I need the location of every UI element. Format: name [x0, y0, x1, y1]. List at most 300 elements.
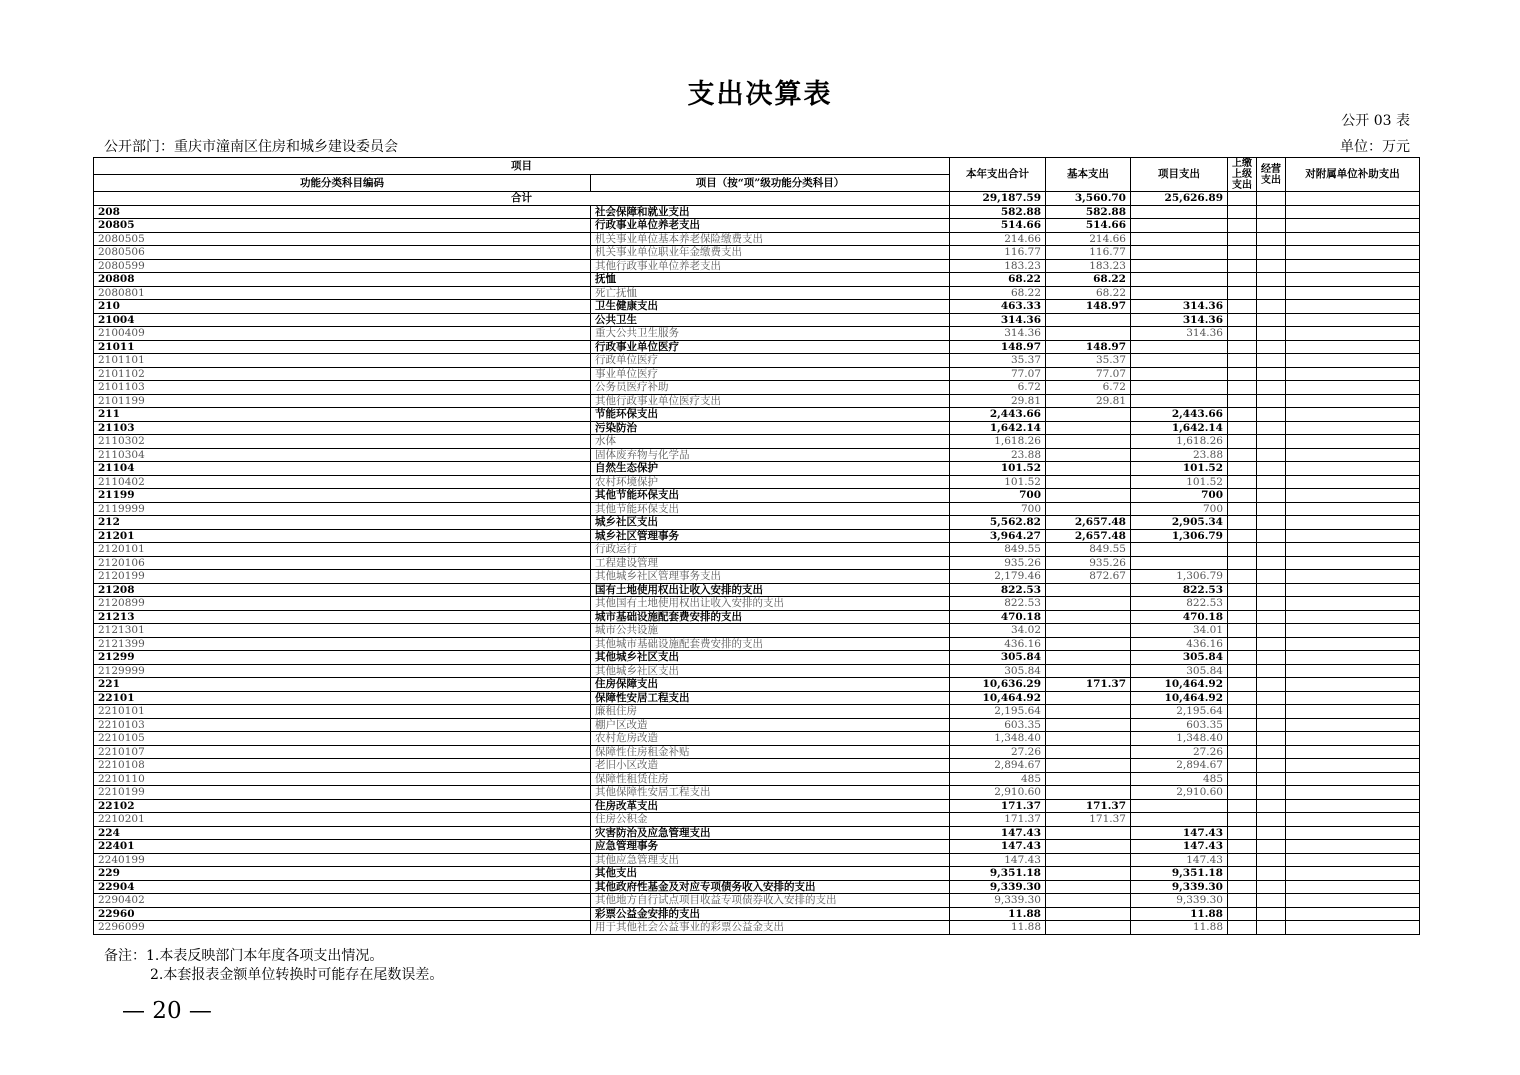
row-total: 436.16	[950, 637, 1046, 651]
row-basic: 935.26	[1046, 556, 1131, 570]
row-subsidiary	[1286, 556, 1420, 570]
row-basic: 214.66	[1046, 232, 1131, 246]
row-business	[1257, 718, 1286, 732]
table-row	[94, 327, 1420, 341]
row-name: 机关事业单位基本养老保险缴费支出	[591, 232, 950, 246]
table-row	[94, 340, 1420, 354]
total-business	[1257, 192, 1286, 206]
row-basic	[1046, 786, 1131, 800]
row-upper	[1228, 732, 1257, 746]
row-project	[1131, 205, 1228, 219]
row-business	[1257, 232, 1286, 246]
row-code: 2080801	[94, 286, 591, 300]
table-row	[94, 894, 1420, 908]
row-name: 廉租住房	[591, 705, 950, 719]
row-total: 183.23	[950, 259, 1046, 273]
row-name: 其他应急管理支出	[591, 853, 950, 867]
row-total: 849.55	[950, 543, 1046, 557]
row-basic: 171.37	[1046, 799, 1131, 813]
table-row	[94, 543, 1420, 557]
row-code: 2296099	[94, 921, 591, 935]
row-business	[1257, 259, 1286, 273]
row-project: 2,905.34	[1131, 516, 1228, 530]
header-basic: 基本支出	[1046, 158, 1131, 192]
row-name: 保障性安居工程支出	[591, 691, 950, 705]
row-business	[1257, 678, 1286, 692]
row-subsidiary	[1286, 408, 1420, 422]
row-subsidiary	[1286, 610, 1420, 624]
row-upper	[1228, 259, 1257, 273]
row-name: 其他支出	[591, 867, 950, 881]
header-code: 功能分类科目编码	[94, 175, 591, 192]
row-name: 公共卫生	[591, 313, 950, 327]
row-upper	[1228, 327, 1257, 341]
row-business	[1257, 219, 1286, 233]
row-project	[1131, 813, 1228, 827]
row-total: 23.88	[950, 448, 1046, 462]
row-upper	[1228, 354, 1257, 368]
row-project	[1131, 394, 1228, 408]
row-name: 污染防治	[591, 421, 950, 435]
row-project	[1131, 556, 1228, 570]
row-total: 147.43	[950, 826, 1046, 840]
row-name: 城市基础设施配套费安排的支出	[591, 610, 950, 624]
row-project: 2,910.60	[1131, 786, 1228, 800]
row-upper	[1228, 799, 1257, 813]
row-code: 2101101	[94, 354, 591, 368]
row-basic: 582.88	[1046, 205, 1131, 219]
row-name: 城乡社区支出	[591, 516, 950, 530]
row-basic	[1046, 921, 1131, 935]
table-row	[94, 853, 1420, 867]
row-code: 2120199	[94, 570, 591, 584]
row-subsidiary	[1286, 381, 1420, 395]
row-total: 3,964.27	[950, 529, 1046, 543]
row-subsidiary	[1286, 489, 1420, 503]
table-row	[94, 232, 1420, 246]
row-subsidiary	[1286, 813, 1420, 827]
table-row	[94, 745, 1420, 759]
row-total: 2,195.64	[950, 705, 1046, 719]
row-subsidiary	[1286, 259, 1420, 273]
table-row	[94, 556, 1420, 570]
row-subsidiary	[1286, 732, 1420, 746]
row-basic: 514.66	[1046, 219, 1131, 233]
row-code: 2210103	[94, 718, 591, 732]
row-business	[1257, 354, 1286, 368]
row-code: 21213	[94, 610, 591, 624]
row-total: 34.02	[950, 624, 1046, 638]
row-business	[1257, 705, 1286, 719]
row-upper	[1228, 219, 1257, 233]
row-project: 10,464.92	[1131, 691, 1228, 705]
row-project: 822.53	[1131, 583, 1228, 597]
row-code: 21004	[94, 313, 591, 327]
row-total: 514.66	[950, 219, 1046, 233]
row-subsidiary	[1286, 300, 1420, 314]
row-upper	[1228, 678, 1257, 692]
row-name: 重大公共卫生服务	[591, 327, 950, 341]
expenditure-table	[93, 157, 1420, 935]
row-project: 9,339.30	[1131, 880, 1228, 894]
row-name: 农村危房改造	[591, 732, 950, 746]
row-code: 2110302	[94, 435, 591, 449]
row-total: 2,443.66	[950, 408, 1046, 422]
row-code: 21104	[94, 462, 591, 476]
row-basic: 148.97	[1046, 300, 1131, 314]
row-total: 822.53	[950, 597, 1046, 611]
row-upper	[1228, 421, 1257, 435]
row-project	[1131, 219, 1228, 233]
row-business	[1257, 273, 1286, 287]
table-row	[94, 664, 1420, 678]
table-row	[94, 408, 1420, 422]
row-name: 其他节能环保支出	[591, 502, 950, 516]
row-subsidiary	[1286, 786, 1420, 800]
row-subsidiary	[1286, 529, 1420, 543]
row-project: 436.16	[1131, 637, 1228, 651]
row-subsidiary	[1286, 421, 1420, 435]
row-project: 1,306.79	[1131, 570, 1228, 584]
row-code: 2210105	[94, 732, 591, 746]
row-subsidiary	[1286, 853, 1420, 867]
row-project: 147.43	[1131, 826, 1228, 840]
row-basic: 35.37	[1046, 354, 1131, 368]
row-basic	[1046, 462, 1131, 476]
total-amount: 29,187.59	[950, 192, 1046, 206]
row-basic: 872.67	[1046, 570, 1131, 584]
row-business	[1257, 894, 1286, 908]
row-business	[1257, 381, 1286, 395]
row-total: 116.77	[950, 246, 1046, 260]
row-code: 2100409	[94, 327, 591, 341]
row-subsidiary	[1286, 313, 1420, 327]
row-total: 68.22	[950, 286, 1046, 300]
row-code: 20805	[94, 219, 591, 233]
row-upper	[1228, 300, 1257, 314]
row-upper	[1228, 286, 1257, 300]
row-name: 行政事业单位养老支出	[591, 219, 950, 233]
row-code: 211	[94, 408, 591, 422]
row-upper	[1228, 313, 1257, 327]
row-business	[1257, 435, 1286, 449]
row-business	[1257, 556, 1286, 570]
row-business	[1257, 462, 1286, 476]
row-code: 2210201	[94, 813, 591, 827]
row-upper	[1228, 786, 1257, 800]
row-project: 470.18	[1131, 610, 1228, 624]
row-code: 2110402	[94, 475, 591, 489]
row-basic: 2,657.48	[1046, 529, 1131, 543]
header-upper: 上缴上级支出	[1228, 158, 1257, 192]
row-total: 314.36	[950, 327, 1046, 341]
row-basic: 849.55	[1046, 543, 1131, 557]
row-business	[1257, 394, 1286, 408]
row-upper	[1228, 921, 1257, 935]
row-project: 9,351.18	[1131, 867, 1228, 881]
row-name: 住房公积金	[591, 813, 950, 827]
row-upper	[1228, 232, 1257, 246]
row-total: 470.18	[950, 610, 1046, 624]
row-basic: 183.23	[1046, 259, 1131, 273]
row-business	[1257, 408, 1286, 422]
row-name: 灾害防治及应急管理支出	[591, 826, 950, 840]
row-project: 1,642.14	[1131, 421, 1228, 435]
row-project: 700	[1131, 489, 1228, 503]
row-name: 城市公共设施	[591, 624, 950, 638]
table-row	[94, 786, 1420, 800]
table-row	[94, 624, 1420, 638]
row-total: 2,910.60	[950, 786, 1046, 800]
row-total: 35.37	[950, 354, 1046, 368]
row-name: 住房保障支出	[591, 678, 950, 692]
table-row	[94, 421, 1420, 435]
row-code: 2120101	[94, 543, 591, 557]
total-subsidiary	[1286, 192, 1420, 206]
row-project	[1131, 246, 1228, 260]
row-business	[1257, 610, 1286, 624]
table-row	[94, 570, 1420, 584]
table-row	[94, 489, 1420, 503]
notes	[104, 947, 443, 985]
row-code: 22401	[94, 840, 591, 854]
row-upper	[1228, 435, 1257, 449]
row-project: 314.36	[1131, 313, 1228, 327]
row-business	[1257, 745, 1286, 759]
row-name: 其他城市基础设施配套费安排的支出	[591, 637, 950, 651]
row-project: 147.43	[1131, 853, 1228, 867]
row-basic	[1046, 664, 1131, 678]
row-total: 11.88	[950, 907, 1046, 921]
row-subsidiary	[1286, 880, 1420, 894]
row-code: 2120899	[94, 597, 591, 611]
row-project: 101.52	[1131, 475, 1228, 489]
row-subsidiary	[1286, 462, 1420, 476]
row-basic: 116.77	[1046, 246, 1131, 260]
row-total: 700	[950, 489, 1046, 503]
table-row	[94, 448, 1420, 462]
row-project: 1,348.40	[1131, 732, 1228, 746]
row-project	[1131, 799, 1228, 813]
row-total: 171.37	[950, 813, 1046, 827]
table-row	[94, 246, 1420, 260]
row-basic	[1046, 408, 1131, 422]
row-code: 22960	[94, 907, 591, 921]
row-total: 68.22	[950, 273, 1046, 287]
row-total: 485	[950, 772, 1046, 786]
row-subsidiary	[1286, 867, 1420, 881]
note-2: 2.本套报表金额单位转换时可能存在尾数误差。	[150, 967, 444, 983]
row-business	[1257, 543, 1286, 557]
row-project: 2,443.66	[1131, 408, 1228, 422]
row-basic: 6.72	[1046, 381, 1131, 395]
row-name: 其他保障性安居工程支出	[591, 786, 950, 800]
row-name: 保障性住房租金补贴	[591, 745, 950, 759]
table-row	[94, 732, 1420, 746]
row-upper	[1228, 718, 1257, 732]
table-row	[94, 840, 1420, 854]
row-business	[1257, 597, 1286, 611]
table-row	[94, 813, 1420, 827]
row-subsidiary	[1286, 705, 1420, 719]
row-code: 229	[94, 867, 591, 881]
row-project: 34.01	[1131, 624, 1228, 638]
row-code: 2210199	[94, 786, 591, 800]
row-basic	[1046, 745, 1131, 759]
row-basic	[1046, 475, 1131, 489]
row-basic	[1046, 637, 1131, 651]
row-project: 305.84	[1131, 664, 1228, 678]
table-row	[94, 651, 1420, 665]
row-project: 822.53	[1131, 597, 1228, 611]
row-business	[1257, 637, 1286, 651]
row-code: 221	[94, 678, 591, 692]
table-row	[94, 637, 1420, 651]
row-upper	[1228, 894, 1257, 908]
row-business	[1257, 529, 1286, 543]
row-name: 其他政府性基金及对应专项债务收入安排的支出	[591, 880, 950, 894]
row-upper	[1228, 651, 1257, 665]
row-business	[1257, 502, 1286, 516]
row-project: 1,618.26	[1131, 435, 1228, 449]
row-upper	[1228, 745, 1257, 759]
row-upper	[1228, 556, 1257, 570]
row-basic: 77.07	[1046, 367, 1131, 381]
row-basic	[1046, 894, 1131, 908]
row-total: 29.81	[950, 394, 1046, 408]
row-project	[1131, 354, 1228, 368]
row-subsidiary	[1286, 759, 1420, 773]
row-basic	[1046, 853, 1131, 867]
row-total: 463.33	[950, 300, 1046, 314]
row-total: 2,894.67	[950, 759, 1046, 773]
row-basic	[1046, 651, 1131, 665]
row-code: 2121399	[94, 637, 591, 651]
row-upper	[1228, 516, 1257, 530]
row-upper	[1228, 705, 1257, 719]
row-subsidiary	[1286, 219, 1420, 233]
row-subsidiary	[1286, 273, 1420, 287]
row-upper	[1228, 489, 1257, 503]
row-code: 2129999	[94, 664, 591, 678]
page-number: — 20 —	[122, 998, 212, 1024]
row-name: 自然生态保护	[591, 462, 950, 476]
row-total: 10,636.29	[950, 678, 1046, 692]
row-business	[1257, 772, 1286, 786]
row-total: 1,618.26	[950, 435, 1046, 449]
row-upper	[1228, 583, 1257, 597]
row-subsidiary	[1286, 907, 1420, 921]
row-business	[1257, 826, 1286, 840]
row-subsidiary	[1286, 597, 1420, 611]
row-total: 147.43	[950, 840, 1046, 854]
row-upper	[1228, 543, 1257, 557]
row-basic	[1046, 502, 1131, 516]
row-total: 5,562.82	[950, 516, 1046, 530]
row-total: 822.53	[950, 583, 1046, 597]
row-business	[1257, 489, 1286, 503]
row-upper	[1228, 205, 1257, 219]
row-name: 事业单位医疗	[591, 367, 950, 381]
row-project: 314.36	[1131, 327, 1228, 341]
row-total: 27.26	[950, 745, 1046, 759]
row-business	[1257, 786, 1286, 800]
row-business	[1257, 313, 1286, 327]
row-upper	[1228, 759, 1257, 773]
row-subsidiary	[1286, 691, 1420, 705]
table-row	[94, 502, 1420, 516]
row-upper	[1228, 462, 1257, 476]
row-name: 国有土地使用权出让收入安排的支出	[591, 583, 950, 597]
row-name: 城乡社区管理事务	[591, 529, 950, 543]
table-row	[94, 205, 1420, 219]
row-name: 工程建设管理	[591, 556, 950, 570]
row-name: 行政运行	[591, 543, 950, 557]
row-subsidiary	[1286, 543, 1420, 557]
row-business	[1257, 300, 1286, 314]
row-basic	[1046, 772, 1131, 786]
row-project	[1131, 367, 1228, 381]
table-row	[94, 826, 1420, 840]
row-subsidiary	[1286, 678, 1420, 692]
row-total: 10,464.92	[950, 691, 1046, 705]
header-item-group: 项目	[94, 158, 950, 175]
row-name: 其他行政事业单位养老支出	[591, 259, 950, 273]
row-name: 抚恤	[591, 273, 950, 287]
row-total: 101.52	[950, 475, 1046, 489]
row-code: 21103	[94, 421, 591, 435]
table-row	[94, 678, 1420, 692]
row-code: 2080599	[94, 259, 591, 273]
row-total: 171.37	[950, 799, 1046, 813]
row-basic	[1046, 826, 1131, 840]
row-upper	[1228, 880, 1257, 894]
row-business	[1257, 448, 1286, 462]
row-total: 9,339.30	[950, 894, 1046, 908]
row-basic: 68.22	[1046, 286, 1131, 300]
row-upper	[1228, 907, 1257, 921]
row-business	[1257, 867, 1286, 881]
row-subsidiary	[1286, 745, 1420, 759]
row-subsidiary	[1286, 921, 1420, 935]
department-label: 公开部门：重庆市潼南区住房和城乡建设委员会	[104, 139, 398, 155]
row-total: 305.84	[950, 651, 1046, 665]
row-code: 2080506	[94, 246, 591, 260]
total-upper	[1228, 192, 1257, 206]
row-project	[1131, 286, 1228, 300]
row-basic	[1046, 448, 1131, 462]
row-upper	[1228, 840, 1257, 854]
row-total: 6.72	[950, 381, 1046, 395]
row-upper	[1228, 246, 1257, 260]
row-subsidiary	[1286, 232, 1420, 246]
row-code: 21208	[94, 583, 591, 597]
row-basic: 148.97	[1046, 340, 1131, 354]
header-business: 经营支出	[1257, 158, 1286, 192]
table-row	[94, 462, 1420, 476]
table-row	[94, 300, 1420, 314]
row-subsidiary	[1286, 286, 1420, 300]
row-upper	[1228, 813, 1257, 827]
row-upper	[1228, 691, 1257, 705]
table-row	[94, 597, 1420, 611]
row-basic	[1046, 907, 1131, 921]
page-title: 支出决算表	[687, 79, 833, 110]
row-total: 1,348.40	[950, 732, 1046, 746]
row-code: 2121301	[94, 624, 591, 638]
row-business	[1257, 327, 1286, 341]
note-1: 备注：1.本表反映部门本年度各项支出情况。	[104, 948, 384, 964]
